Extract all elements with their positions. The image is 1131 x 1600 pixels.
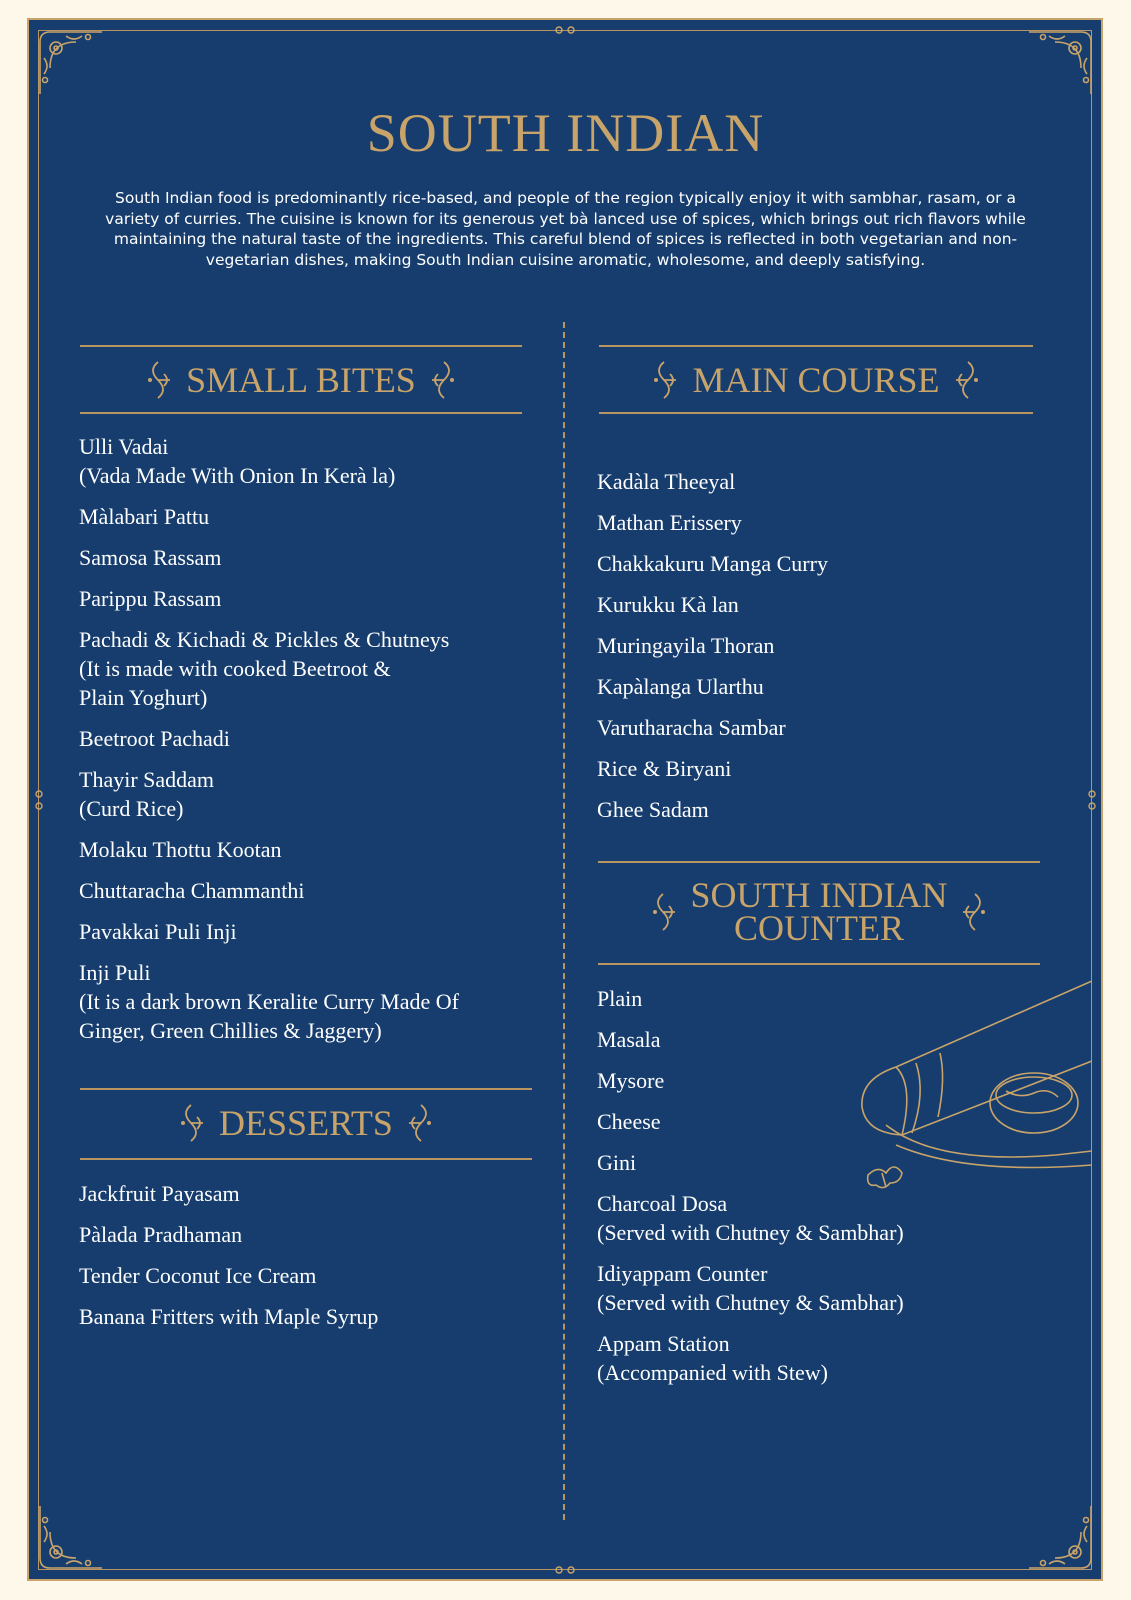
flourish-icon bbox=[649, 892, 677, 932]
item-name: Charcoal Dosa bbox=[597, 1191, 728, 1216]
main-course-list bbox=[597, 467, 1037, 836]
corner-ornament-icon bbox=[1025, 28, 1095, 98]
section-title-line: SOUTH INDIAN bbox=[690, 875, 948, 915]
item-note: (Vada Made With Onion In Kerà la) bbox=[79, 463, 396, 488]
list-item bbox=[79, 432, 539, 490]
flourish-icon bbox=[961, 892, 989, 932]
item-name: Thayir Saddam bbox=[79, 767, 215, 792]
section-rule bbox=[80, 412, 522, 414]
section-title: DESSERTS bbox=[219, 1102, 393, 1143]
list-item: Muringayila Thoran bbox=[597, 633, 775, 658]
list-item: Tender Coconut Ice Cream bbox=[79, 1263, 317, 1288]
list-item: Ghee Sadam bbox=[597, 797, 709, 822]
list-item bbox=[79, 625, 539, 712]
item-name: Gini bbox=[597, 1150, 637, 1175]
edge-ornament-icon bbox=[1086, 785, 1098, 815]
list-item: Jackfruit Payasam bbox=[79, 1181, 240, 1206]
list-item: Banana Fritters with Maple Syrup bbox=[79, 1304, 379, 1329]
flourish-icon bbox=[177, 1103, 205, 1143]
section-rule bbox=[80, 1088, 532, 1090]
list-item: Kurukku Kà lan bbox=[597, 592, 739, 617]
item-note: (It is a dark brown Keralite Curry Made Of bbox=[79, 989, 459, 1014]
list-item bbox=[79, 502, 539, 531]
intro-paragraph: South Indian food is predominantly rice-based, and people of the region typically enjoy it with sambhar, rasam, or a variety of curries. The cuisine is known for its generous yet bà lanced use of spices, which brings out rich flavors while maintaining the natural taste of the ingredients. This careful blend of spices is reflected in both vegetarian and non- vegetarian dishes, making South Indian cuisine aromatic, wholesome, and deeply satisfying. bbox=[105, 189, 1026, 269]
edge-ornament-icon bbox=[550, 24, 580, 36]
item-note: (Accompanied with Stew) bbox=[597, 1360, 828, 1385]
flourish-icon bbox=[650, 360, 678, 400]
list-item bbox=[597, 1329, 1047, 1387]
section-heading-desserts bbox=[80, 1098, 532, 1148]
item-name: Pavakkai Puli Inji bbox=[79, 919, 237, 944]
section-heading-small-bites bbox=[80, 355, 522, 405]
list-item bbox=[79, 543, 539, 572]
list-item bbox=[79, 917, 539, 946]
small-bites-list bbox=[79, 432, 539, 1057]
list-item: Mathan Erissery bbox=[597, 510, 742, 535]
item-name: Molaku Thottu Kootan bbox=[79, 837, 282, 862]
item-name: Pachadi & Kichadi & Pickles & Chutneys bbox=[79, 627, 450, 652]
list-item bbox=[79, 584, 539, 613]
page-title: SOUTH INDIAN bbox=[366, 103, 765, 163]
list-item bbox=[597, 1259, 1047, 1317]
list-item bbox=[597, 984, 1047, 1013]
item-note: (Served with Chutney & Sambhar) bbox=[597, 1290, 904, 1315]
list-item bbox=[597, 1148, 1047, 1177]
desserts-list bbox=[79, 1179, 539, 1343]
list-item: Varutharacha Sambar bbox=[597, 715, 786, 740]
list-item: Pàlada Pradhaman bbox=[79, 1222, 243, 1247]
section-rule bbox=[598, 963, 1040, 965]
list-item: Rice & Biryani bbox=[597, 756, 732, 781]
item-name: Màlabari Pattu bbox=[79, 504, 210, 529]
item-name: Inji Puli bbox=[79, 960, 151, 985]
flourish-icon bbox=[407, 1103, 435, 1143]
section-rule bbox=[598, 861, 1040, 863]
section-title-line: COUNTER bbox=[733, 908, 904, 948]
list-item bbox=[79, 958, 539, 1045]
item-note: (It is made with cooked Beetroot & bbox=[79, 656, 391, 681]
list-item bbox=[79, 835, 539, 864]
corner-ornament-icon bbox=[36, 1502, 106, 1572]
section-title: MAIN COURSE bbox=[692, 359, 940, 400]
section-heading-counter bbox=[598, 876, 1040, 948]
list-item: Kadàla Theeyal bbox=[597, 469, 736, 494]
section-heading-main-course bbox=[599, 355, 1033, 405]
edge-ornament-icon bbox=[550, 1564, 580, 1576]
flourish-icon bbox=[144, 360, 172, 400]
list-item: Chakkakuru Manga Curry bbox=[597, 551, 828, 576]
section-rule bbox=[599, 345, 1033, 347]
flourish-icon bbox=[430, 360, 458, 400]
list-item bbox=[597, 1107, 1047, 1136]
item-name: Chuttaracha Chammanthi bbox=[79, 878, 305, 903]
item-name: Cheese bbox=[597, 1109, 661, 1134]
item-name: Plain bbox=[597, 986, 643, 1011]
item-name: Idiyappam Counter bbox=[597, 1261, 768, 1286]
counter-list bbox=[597, 984, 1047, 1399]
flourish-icon bbox=[954, 360, 982, 400]
item-note: (Curd Rice) bbox=[79, 796, 184, 821]
section-title bbox=[677, 875, 962, 948]
list-item bbox=[597, 1025, 1047, 1054]
section-title: SMALL BITES bbox=[186, 359, 416, 400]
section-rule bbox=[80, 1158, 532, 1160]
list-item: Kapàlanga Ularthu bbox=[597, 674, 764, 699]
section-rule bbox=[80, 345, 522, 347]
item-note: Plain Yoghurt) bbox=[79, 685, 208, 710]
list-item bbox=[597, 1189, 1047, 1247]
list-item bbox=[79, 724, 539, 753]
corner-ornament-icon bbox=[1025, 1502, 1095, 1572]
item-name: Masala bbox=[597, 1027, 661, 1052]
list-item bbox=[79, 876, 539, 905]
item-name: Mysore bbox=[597, 1068, 665, 1093]
item-name: Parippu Rassam bbox=[79, 586, 222, 611]
item-note: Ginger, Green Chillies & Jaggery) bbox=[79, 1018, 382, 1043]
item-note: (Served with Chutney & Sambhar) bbox=[597, 1220, 904, 1245]
section-rule bbox=[599, 412, 1033, 414]
edge-ornament-icon bbox=[33, 785, 45, 815]
item-name: Beetroot Pachadi bbox=[79, 726, 230, 751]
corner-ornament-icon bbox=[36, 28, 106, 98]
item-name: Appam Station bbox=[597, 1331, 730, 1356]
list-item bbox=[597, 1066, 1047, 1095]
column-divider bbox=[563, 322, 565, 1520]
item-name: Ulli Vadai bbox=[79, 434, 169, 459]
list-item bbox=[79, 765, 539, 823]
item-name: Samosa Rassam bbox=[79, 545, 222, 570]
